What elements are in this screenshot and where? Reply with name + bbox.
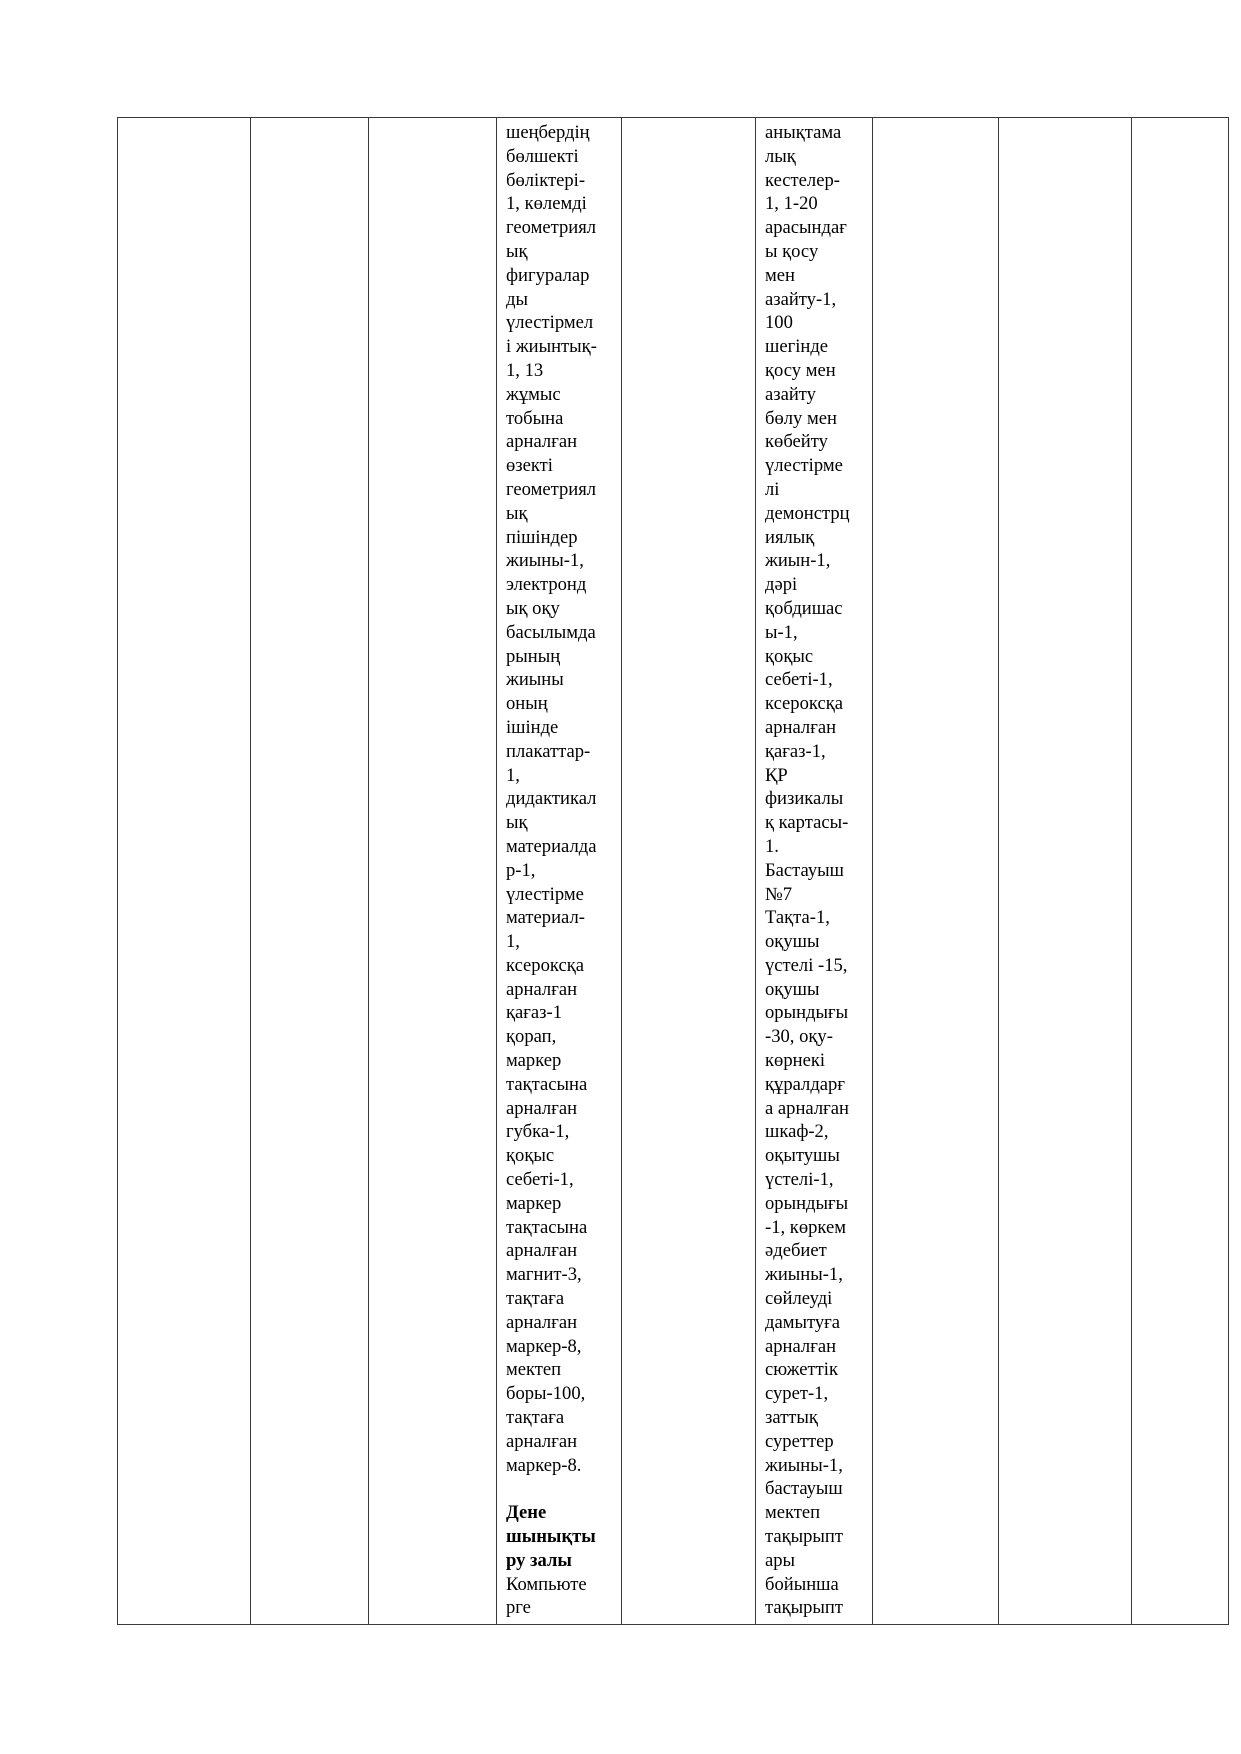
cell-line: -30, оқу- (765, 1026, 833, 1048)
cell-line: суреттер (765, 1430, 834, 1452)
table-cell-col-3 (369, 118, 497, 1625)
cell-line: физикалы (765, 788, 844, 810)
cell-line: геометриял (506, 217, 597, 239)
cell-line: көрнекі (765, 1050, 826, 1072)
cell-line: 1. (765, 835, 779, 857)
cell-line: р-1, (506, 859, 536, 881)
table-cell-col-7 (873, 118, 999, 1625)
cell-line: маркер (506, 1050, 562, 1072)
cell-line: геометриял (506, 478, 597, 500)
cell-line: пішіндер (506, 526, 578, 548)
table-cell-col-2 (251, 118, 369, 1625)
cell-line: губка-1, (506, 1121, 570, 1143)
table-cell-col-9 (1132, 118, 1229, 1625)
cell-line: себеті-1, (506, 1169, 574, 1191)
cell-line: көбейту (765, 431, 828, 453)
cell-line: оқушы (765, 931, 820, 953)
cell-line: басылымда (506, 621, 596, 643)
cell-line: шегінде (765, 336, 829, 358)
cell-line: лі (765, 478, 780, 500)
cell-line: азайту-1, (765, 288, 837, 310)
cell-line: бөлу мен (765, 407, 837, 429)
cell-line: арналған (506, 1311, 578, 1333)
cell-line: Тақта-1, (765, 907, 830, 929)
cell-line: материалда (506, 835, 597, 857)
cell-line: бөліктері- (506, 169, 586, 191)
cell-line: орындығы (765, 1002, 849, 1024)
cell-line: демонстрц (765, 502, 850, 524)
cell-line: дидактикал (506, 788, 597, 810)
table-cell-col-1 (118, 118, 251, 1625)
cell-line: ары (765, 1549, 796, 1571)
cell-line: дәрі (765, 574, 798, 596)
cell-line: маркер (506, 1192, 562, 1214)
cell-line: 1, 1-20 (765, 193, 818, 215)
cell-line: дамытуға (765, 1311, 841, 1333)
cell-line: иялық (765, 526, 815, 548)
cell-line: арналған (506, 1240, 578, 1262)
cell-line: мектеп (506, 1359, 562, 1381)
cell-line: үлестірме (765, 455, 843, 477)
cell-line: жиын-1, (765, 550, 831, 572)
table-cell-col-5 (622, 118, 756, 1625)
cell-line: қ картасы- (765, 812, 849, 834)
cell-line: кестелер- (765, 169, 840, 191)
cell-line: жұмыс (506, 383, 561, 405)
cell-line: ық (506, 502, 528, 524)
cell-line: сурет-1, (765, 1383, 829, 1405)
cell-line: 100 (765, 312, 793, 334)
cell-line: оның (506, 693, 548, 715)
cell-line: үстелі -15, (765, 954, 848, 976)
cell-line: тақтаға (506, 1288, 565, 1310)
cell-line: ксероксқа (506, 954, 585, 976)
cell-line: шкаф-2, (765, 1121, 829, 1143)
cell-line: боры-100, (506, 1383, 586, 1405)
cell-line: плакаттар- (506, 740, 591, 762)
cell-line: азайту (765, 383, 816, 405)
cell-line: ды (506, 288, 528, 310)
cell-line: 1, көлемді (506, 193, 587, 215)
cell-line: фигуралар (506, 264, 590, 286)
cell-line: Компьюте (506, 1573, 587, 1595)
cell-line: ық оқу (506, 597, 560, 619)
cell-line: рының (506, 645, 561, 667)
cell-line: үлестірме (506, 883, 584, 905)
cell-line: арналған (765, 1335, 837, 1357)
cell-line: ы-1, (765, 621, 798, 643)
cell-line: бастауыш (765, 1478, 843, 1500)
cell-line: себеті-1, (765, 669, 833, 691)
cell-line: өзекті (506, 455, 553, 477)
cell-line: жиыны-1, (765, 1264, 843, 1286)
cell-line: магнит-3, (506, 1264, 582, 1286)
cell-line: қағаз-1 (506, 1002, 562, 1024)
cell-line: бөлшекті (506, 145, 579, 167)
cell-line: арналған (506, 1097, 578, 1119)
cell-line: тақтасына (506, 1216, 588, 1238)
cell-line: қосу мен (765, 359, 836, 381)
cell-line: 1, (506, 931, 520, 953)
cell-line: қорап, (506, 1026, 557, 1048)
table-cell-col-6 (756, 118, 873, 1625)
cell-line: ішінде (506, 716, 559, 738)
cell-line: лық (765, 145, 796, 167)
cell-line: арналған (506, 978, 578, 1000)
cell-line: тобына (506, 407, 564, 429)
cell-line: орындығы (765, 1192, 849, 1214)
cell-line: электронд (506, 574, 587, 596)
equipment-list-text (497, 118, 621, 1620)
cell-line: -1, көркем (765, 1216, 847, 1238)
cell-line: а арналған (765, 1097, 849, 1119)
cell-line: үлестірмел (506, 312, 594, 334)
cell-line: әдебиет (765, 1240, 827, 1262)
cell-line: бойынша (765, 1573, 839, 1595)
cell-line: шеңбердің (506, 122, 590, 143)
equipment-list-text-2 (756, 118, 872, 1620)
cell-line: Бастауыш (765, 859, 844, 881)
cell-line: шынықты (506, 1526, 596, 1548)
cell-line: арналған (506, 1430, 578, 1452)
cell-line: сөйлеуді (765, 1288, 833, 1310)
cell-line: рге (506, 1597, 531, 1619)
table-cell-col-4 (497, 118, 622, 1625)
cell-line: қоқыс (765, 645, 814, 667)
cell-line: тақтасына (506, 1073, 588, 1095)
cell-line: арналған (765, 716, 837, 738)
cell-line: жиыны-1, (765, 1454, 843, 1476)
cell-line: арналған (506, 431, 578, 453)
cell-line: оқушы (765, 978, 820, 1000)
cell-line: 1, (506, 764, 520, 786)
cell-line: қобдишас (765, 597, 843, 619)
cell-line: оқытушы (765, 1145, 840, 1167)
cell-line: мектеп (765, 1502, 821, 1524)
cell-line: тақтаға (506, 1407, 565, 1429)
cell-line: №7 (765, 883, 793, 905)
cell-line: Дене (506, 1502, 547, 1524)
document-table (117, 117, 1229, 1625)
table-cell-col-8 (999, 118, 1132, 1625)
cell-line: үстелі-1, (765, 1169, 834, 1191)
cell-line (506, 1477, 615, 1501)
cell-line: анықтама (765, 122, 842, 143)
cell-line: арасындағ (765, 217, 847, 239)
cell-line: жиыны-1, (506, 550, 584, 572)
cell-line: сюжеттік (765, 1359, 838, 1381)
cell-line: ық (506, 240, 528, 262)
cell-line: мен (765, 264, 795, 286)
cell-line: 1, 13 (506, 359, 544, 381)
table-row (118, 118, 1229, 1625)
cell-line: ксероксқа (765, 693, 844, 715)
cell-line: жиыны (506, 669, 564, 691)
cell-line: құралдарғ (765, 1073, 845, 1095)
cell-line: і жиынтық- (506, 336, 597, 358)
cell-line: қағаз-1, (765, 740, 826, 762)
cell-line: тақырыпт (765, 1526, 843, 1548)
cell-line: ы қосу (765, 240, 819, 262)
cell-line: ҚР (765, 764, 788, 786)
cell-line: ру залы (506, 1549, 572, 1571)
cell-line: материал- (506, 907, 585, 929)
cell-line: маркер-8, (506, 1335, 582, 1357)
cell-line: маркер-8. (506, 1454, 582, 1476)
cell-line: заттық (765, 1407, 818, 1429)
cell-line: қоқыс (506, 1145, 555, 1167)
cell-line: ық (506, 812, 528, 834)
cell-line: тақырыпт (765, 1597, 843, 1619)
